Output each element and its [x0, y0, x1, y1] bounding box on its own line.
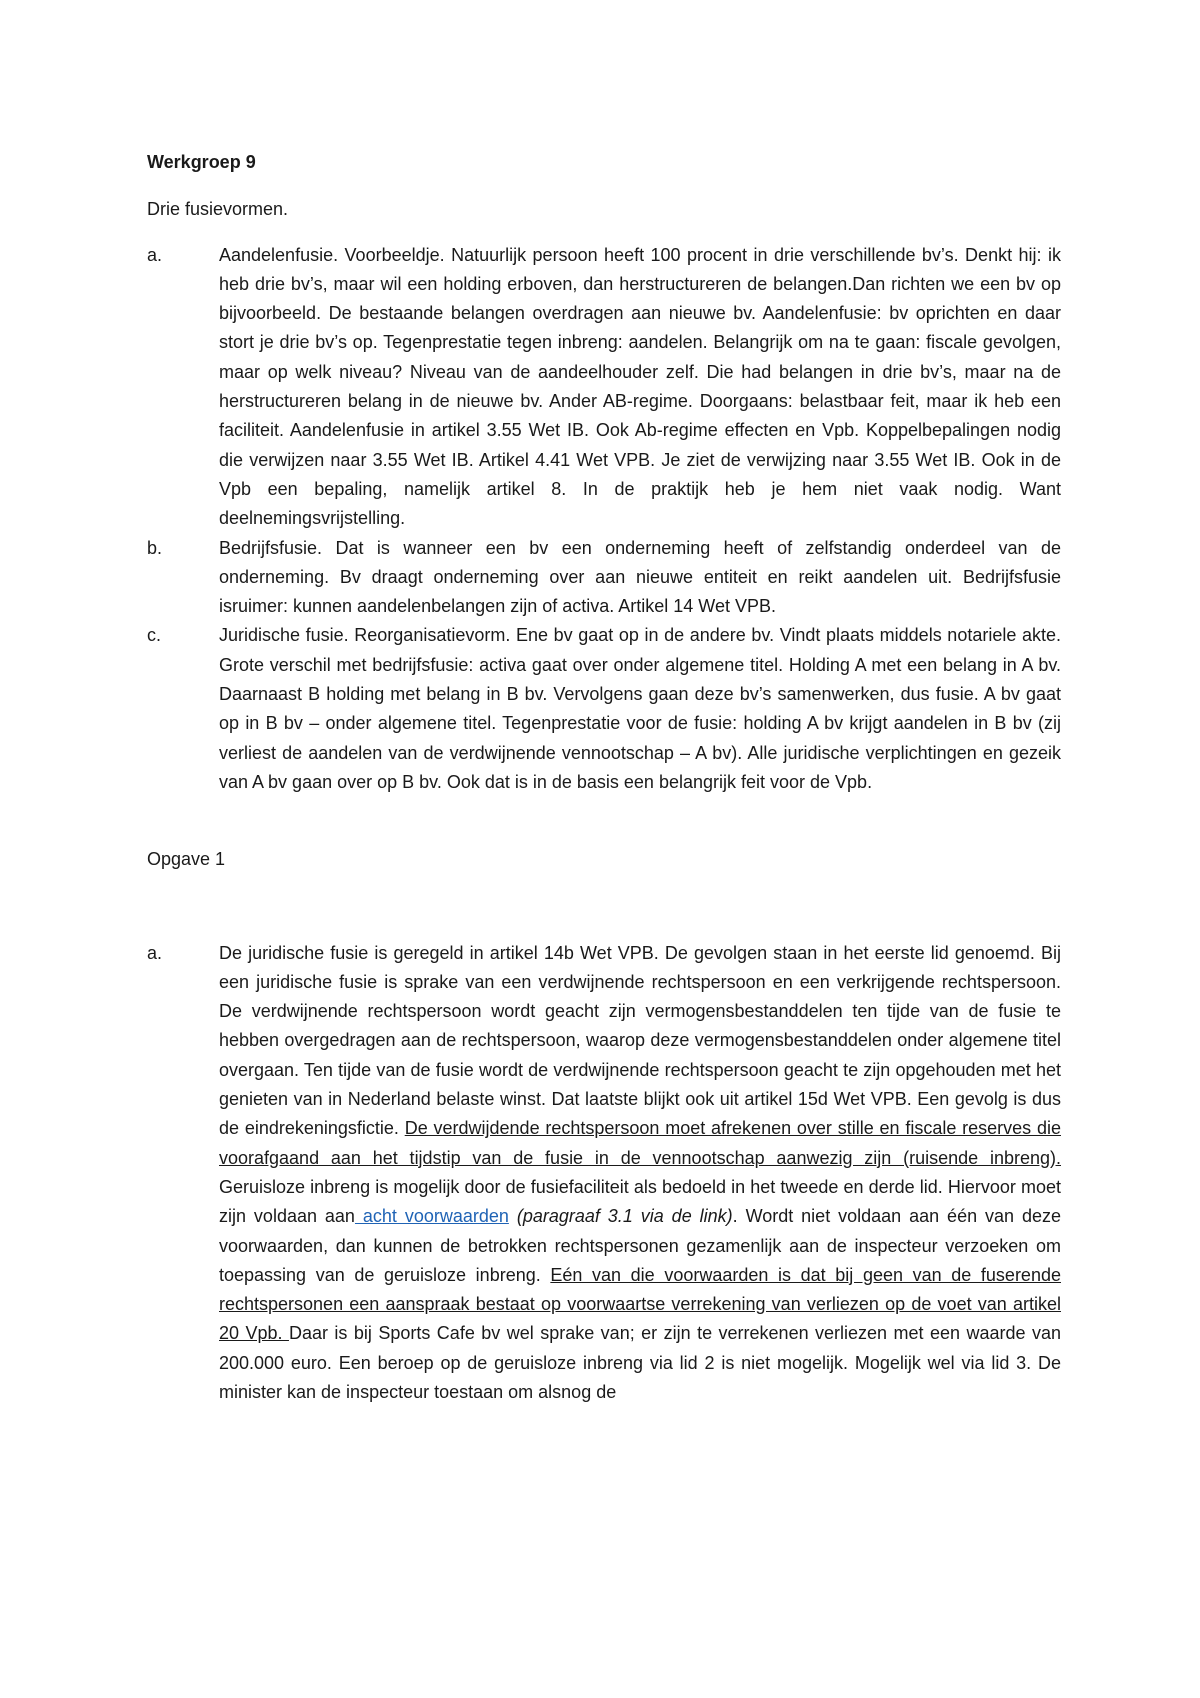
acht-voorwaarden-link[interactable]: acht voorwaarden — [354, 1206, 509, 1227]
list-item-text: Bedrijfsfusie. Dat is wanneer een bv een onderneming heeft of zelfstandig onderdeel van de onderneming. Bv draagt onderneming over aan nieuwe entiteit en reikt aandelen uit. Bedrijfsfusie isruimer: kunnen aandelenbelangen zijn of activa. Artikel 14 Wet VPB. — [219, 537, 1061, 617]
answer-list — [147, 939, 1061, 1408]
list-item-text: Aandelenfusie. Voorbeeldje. Natuurlijk persoon heeft 100 procent in drie verschillende bv’s. Denkt hij: ik heb drie bv’s, maar wil een holding erboven, dan herstructureren de belangen.Dan richten we een bv op bijvoorbeeld. De bestaande belangen overdragen aan nieuwe bv. Aandelenfusie: bv oprichten en daar stort je drie bv’s op. Tegenprestatie tegen inbreng: aandelen. Belangrijk om na te gaan: fiscale gevolgen, maar op welk niveau? Niveau van de aandeelhouder zelf. Die had belangen in drie bv’s, maar na de herstructureren belang in de nieuwe bv. Ander AB-regime. Doorgaans: belastbaar feit, maar ik heb een faciliteit. Aandelenfusie in artikel 3.55 Wet IB. Ook Ab-regime effecten en Vpb. Koppelbepalingen nodig die verwijzen naar 3.55 Wet IB. Artikel 4.41 Wet VPB. Je ziet de verwijzing naar 3.55 Wet IB. Ook in de Vpb een bepaling, namelijk artikel 8. In de praktijk heb je hem niet vaak nodig. Want deelnemingsvrijstelling. — [219, 244, 1061, 529]
document-body — [147, 148, 1061, 1407]
answer-text-part1: De juridische fusie is geregeld in artikel 14b Wet VPB. De gevolgen staan in het eerste lid genoemd. Bij een juridische fusie is sprake van een verdwijnende rechtspersoon en een verkrijgende rechtspersoon. De verdwijnende rechtspersoon wordt geacht zijn vermogensbestanddelen ten tijde van de fusie te hebben overgedragen aan de rechtspersoon, waarop deze vermogensbestanddelen onder algemene titel overgaan. Ten tijde van de fusie wordt de verdwijnende rechtspersoon geacht te zijn opgehouden met het genieten van in Nederland belaste winst. Dat laatste blijkt ook uit artikel 15d Wet VPB. Een gevolg is dus de eindrekeningsfictie. — [219, 942, 1061, 1139]
answer-item-a — [147, 939, 1061, 1408]
answer-text-part4: Daar is bij Sports Cafe bv wel sprake van; er zijn te verrekenen verliezen met een waarde van 200.000 euro. Een beroep op de geruisloze inbreng via lid 2 is niet mogelijk. Mogelijk wel via lid 3. De minister kan de inspecteur toestaan om alsnog de — [219, 1323, 1061, 1402]
list-marker: a. — [147, 244, 163, 265]
spacer — [147, 875, 1061, 939]
list-marker: c. — [147, 625, 162, 646]
section-heading: Opgave 1 — [147, 849, 226, 870]
list-item-juridische-fusie — [147, 621, 1061, 797]
underlined-statement-voorwaarde: Eén van die voorwaarden is dat bij geen van de fuserende rechtspersonen een aanspraak bestaat op voorwaartse verrekening van verliezen op de voet van artikel 20 Vpb. — [219, 1264, 1061, 1344]
list-item-bedrijfsfusie — [147, 534, 1061, 622]
list-marker: a. — [147, 942, 163, 963]
document-title: Werkgroep 9 — [147, 152, 256, 172]
answer-text-part2: Geruisloze inbreng is mogelijk door de fusiefaciliteit als bedoeld in het tweede en derde lid. Hiervoor moet zijn voldaan aan — [219, 1176, 1061, 1227]
answer-text-part3: . Wordt niet voldaan aan één van deze voorwaarden, dan kunnen de betrokken rechtspersonen gezamenlijk aan de inspecteur verzoeken om toepassing van de geruisloze inbreng. — [219, 1206, 1061, 1285]
list-item-text: Juridische fusie. Reorganisatievorm. Ene bv gaat op in de andere bv. Vindt plaats middels notariele akte. Grote verschil met bedrijfsfusie: activa gaat over onder algemene titel. Holding A met een belang in A bv. Daarnaast B holding met belang in B bv. Vervolgens gaan deze bv’s samenwerken, dus fusie. A bv gaat op in B bv – onder algemene titel. Tegenprestatie voor de fusie: holding A bv krijgt aandelen in B bv (zij verliest de aandelen van de verdwijnende vennootschap – A bv). Alle juridische verplichtingen en gezeik van A bv gaan over op B bv. Ook dat is in de basis een belangrijk feit voor de Vpb. — [219, 625, 1061, 792]
list-item-aandelenfusie — [147, 241, 1061, 534]
link-paragraph-note: (paragraaf 3.1 via de link) — [516, 1206, 733, 1227]
underlined-statement-ruisende-inbreng: De verdwijdende rechtspersoon moet afrekenen over stille en fiscale reserves die voorafgaand aan het tijdstip van de fusie in de vennootschap aanwezig zijn (ruisende inbreng). — [219, 1118, 1061, 1168]
fusion-types-list — [147, 241, 1061, 798]
list-marker: b. — [147, 537, 163, 558]
intro-text: Drie fusievormen. — [147, 199, 289, 220]
